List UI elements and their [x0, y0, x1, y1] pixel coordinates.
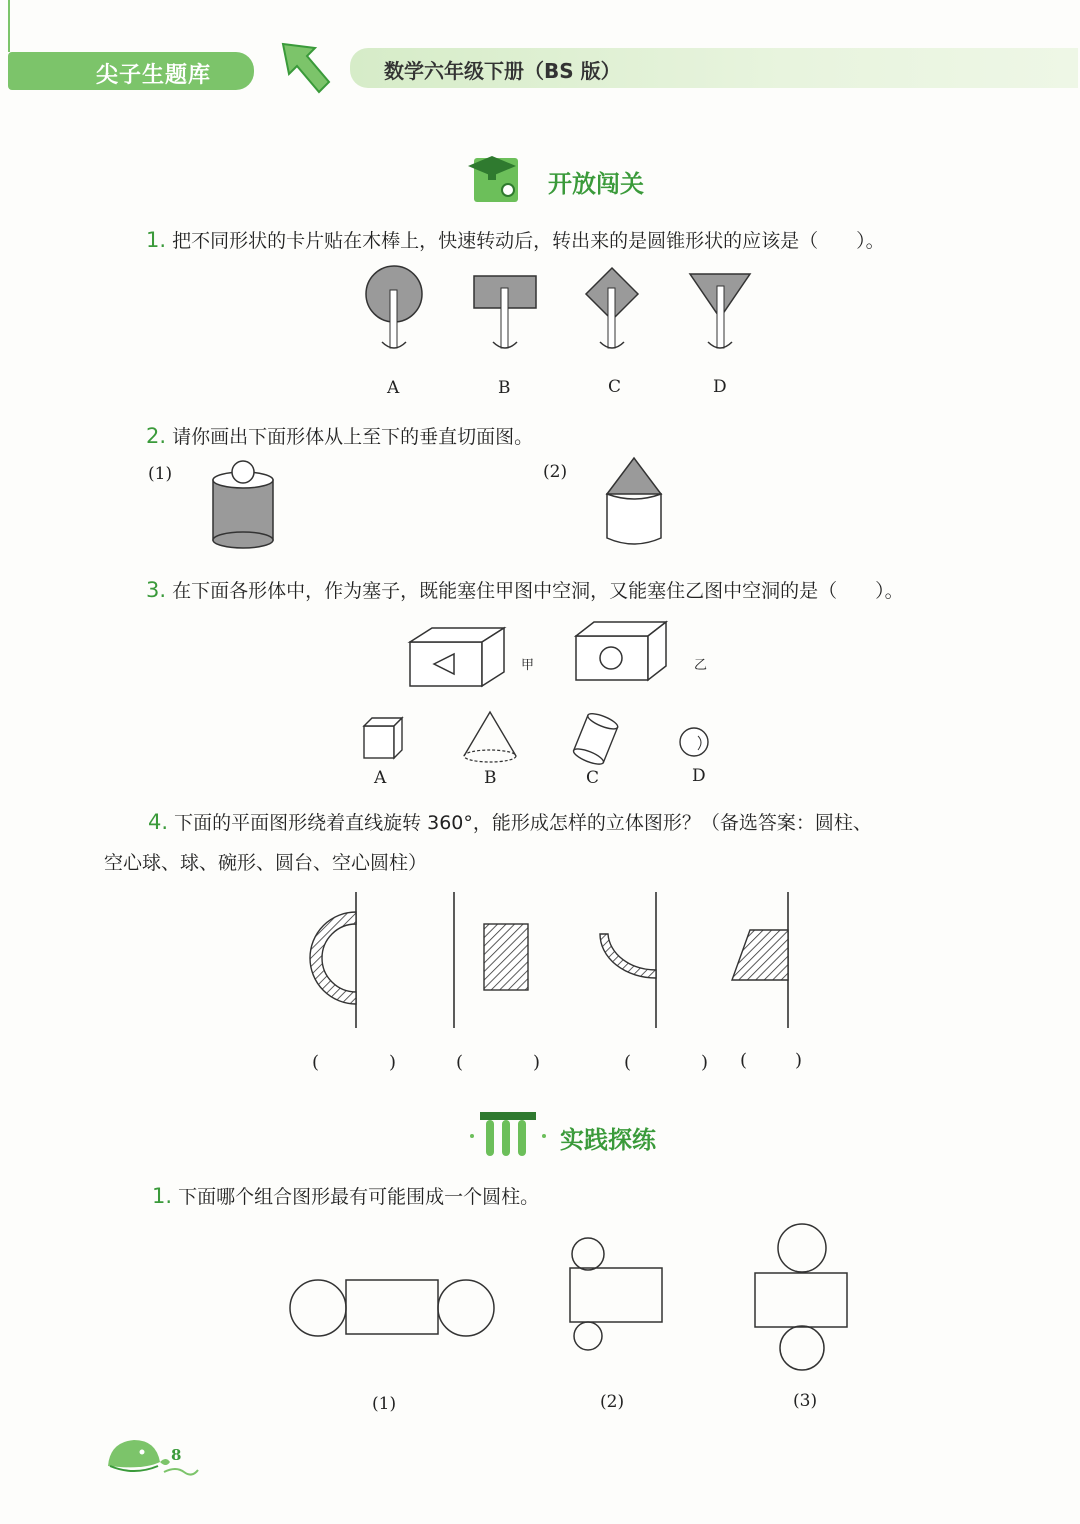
- question-text: 下面哪个组合图形最有可能围成一个圆柱。: [178, 1186, 540, 1208]
- answer-blank-2[interactable]: ( ): [456, 1052, 545, 1073]
- brand-name: 尖子生题库: [96, 63, 212, 88]
- whale-icon: [104, 1432, 200, 1480]
- answer-blank-1[interactable]: ( ): [312, 1052, 401, 1073]
- trapezoid-figure: [732, 892, 788, 1028]
- q3-option-d: D: [692, 766, 706, 786]
- cylinder-shape: [572, 711, 620, 767]
- cube-shape: [364, 718, 402, 758]
- net-label-2: (2): [600, 1392, 625, 1412]
- question-number: 1.: [152, 1184, 173, 1208]
- question-text: 把不同形状的卡片贴在木棒上，快速转动后，转出来的是圆锥形状的应该是（ ）。: [172, 230, 885, 252]
- q3-option-c: C: [586, 768, 600, 788]
- option-b-figure: [474, 276, 536, 348]
- header-title-bar: [350, 48, 1078, 88]
- q3-options-figures: [360, 712, 720, 764]
- q2-sub-1: (1): [148, 464, 173, 484]
- page-number: 8: [171, 1446, 182, 1464]
- question-2: [146, 422, 533, 449]
- hollow-half-circle-figure: [310, 892, 356, 1028]
- header-line: [8, 0, 10, 52]
- answer-blank-3[interactable]: ( ): [624, 1052, 713, 1073]
- section-title-practice: 实践探练: [560, 1126, 656, 1154]
- question-number: 3.: [146, 578, 167, 602]
- q2-cylinder-sphere-figure: [208, 456, 278, 550]
- q2-sub-2: (2): [543, 462, 568, 482]
- net-option-1: [290, 1280, 494, 1336]
- q1-figures: [350, 262, 770, 362]
- option-d-figure: [690, 274, 750, 348]
- cone-shape: [464, 712, 516, 762]
- q3-box-yi: [574, 620, 670, 682]
- q3-option-a: A: [374, 768, 387, 788]
- question-text: 在下面各形体中，作为塞子，既能塞住甲图中空洞，又能塞住乙图中空洞的是（ ）。: [172, 580, 904, 602]
- rectangle-figure: [454, 892, 528, 1028]
- question-number: 1.: [146, 228, 167, 252]
- q4-rotation-figures: [300, 892, 820, 1032]
- question-4-line2: 空心球、球、碗形、圆台、空心圆柱）: [104, 852, 428, 874]
- q1-option-a: A: [387, 378, 400, 398]
- question-4: [148, 808, 1048, 835]
- q2-cylinder-cone-figure: [604, 456, 664, 550]
- q3-box-jia: [408, 626, 508, 688]
- section-title-open: 开放闯关: [548, 170, 644, 198]
- option-c-figure: [586, 268, 638, 348]
- question-3: [146, 576, 904, 603]
- header-brand-bar: [8, 52, 254, 90]
- label-yi: 乙: [694, 658, 708, 673]
- book-title: 数学六年级下册（BS 版）: [384, 59, 621, 83]
- quarter-ring-figure: [600, 892, 656, 1028]
- cylinder-net-figures: [280, 1228, 860, 1378]
- practice-question-1: [152, 1182, 539, 1209]
- question-text-line1: 下面的平面图形绕着直线旋转 360°，能形成怎样的立体图形？（备选答案：圆柱、: [174, 812, 872, 834]
- question-text: 请你画出下面形体从上至下的垂直切面图。: [172, 426, 534, 448]
- q1-option-b: B: [498, 378, 511, 398]
- q1-option-c: C: [608, 377, 622, 397]
- net-label-1: (1): [372, 1394, 397, 1414]
- graduation-cap-icon: [462, 150, 532, 206]
- arrow-icon: [275, 40, 335, 96]
- question-number: 4.: [148, 810, 169, 834]
- sphere-shape: [680, 728, 708, 756]
- test-tubes-icon: [466, 1108, 550, 1162]
- question-1: [146, 226, 885, 253]
- net-label-3: (3): [793, 1391, 818, 1411]
- option-a-figure: [366, 266, 422, 348]
- net-option-3: [755, 1224, 847, 1370]
- q3-option-b: B: [484, 768, 497, 788]
- net-option-2: [570, 1238, 662, 1350]
- answer-blank-4[interactable]: ( ): [740, 1050, 807, 1071]
- label-jia: 甲: [521, 658, 535, 673]
- q1-option-d: D: [713, 377, 727, 397]
- question-number: 2.: [146, 424, 167, 448]
